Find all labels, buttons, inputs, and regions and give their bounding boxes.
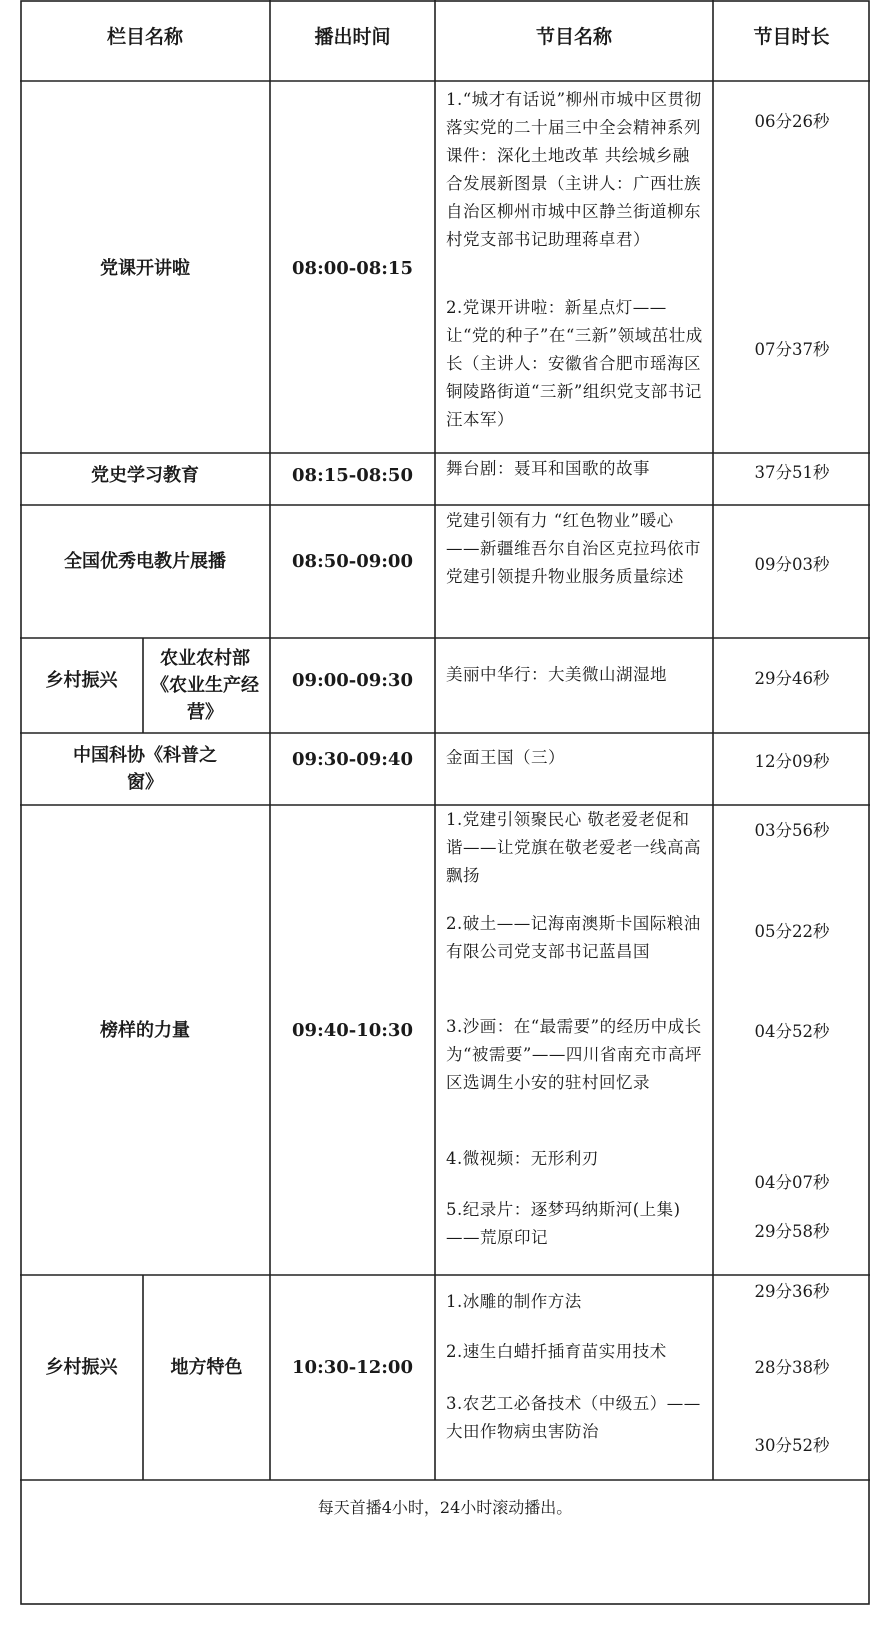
row-6-program-5: 5.纪录片：逐梦玛纳斯河(上集)——荒原印记	[446, 1200, 681, 1247]
row-3-duration-1: 09分03秒	[754, 555, 830, 574]
row-1-time: 08:00-08:15	[292, 257, 413, 279]
row-2-program-1: 舞台剧：聂耳和国歌的故事	[446, 459, 650, 478]
row-1-duration-1: 06分26秒	[754, 112, 830, 131]
row-6-duration-2: 05分22秒	[754, 922, 830, 941]
row-6-column: 榜样的力量	[100, 1019, 190, 1041]
row-4-program-1: 美丽中华行：大美微山湖湿地	[446, 665, 667, 684]
row-7-program-3: 3.农艺工必备技术（中级五）——大田作物病虫害防治	[446, 1394, 701, 1441]
header-column-name: 栏目名称	[106, 26, 183, 48]
row-2-column: 党史学习教育	[91, 464, 199, 486]
row-6-duration-5: 29分58秒	[754, 1222, 830, 1241]
row-6-duration-1: 03分56秒	[754, 821, 830, 840]
header-duration: 节目时长	[753, 26, 830, 48]
row-3-program-1: 党建引领有力 “红色物业”暖心——新疆维吾尔自治区克拉玛依市党建引领提升物业服务质量综述	[446, 511, 701, 586]
row-7-duration-3: 30分52秒	[754, 1436, 830, 1455]
row-4-sub-column: 农业农村部《农业生产经营》	[151, 648, 259, 723]
row-7-duration-2: 28分38秒	[754, 1358, 830, 1377]
row-6-duration-3: 04分52秒	[754, 1022, 830, 1041]
row-4-duration-1: 29分46秒	[754, 669, 830, 688]
row-7-sub-column: 地方特色	[170, 1357, 243, 1378]
row-7-program-2: 2.速生白蜡扦插育苗实用技术	[446, 1342, 667, 1361]
row-5-column: 中国科协《科普之窗》	[73, 745, 217, 793]
row-6-program-1: 1.党建引领聚民心 敬老爱老促和谐——让党旗在敬老爱老一线高高飘扬	[446, 810, 701, 885]
row-2-duration-1: 37分51秒	[754, 463, 830, 482]
row-3-time: 08:50-09:00	[292, 551, 413, 572]
row-3-column: 全国优秀电教片展播	[64, 551, 226, 572]
header-program-name: 节目名称	[535, 26, 612, 48]
row-1-program-1: 1.“城才有话说”柳州市城中区贯彻落实党的二十届三中全会精神系列课件：深化土地改革 共绘城乡融合发展新图景（主讲人：广西壮族自治区柳州市城中区静兰街道柳东村党支部书记助理蒋卓君）	[446, 90, 702, 249]
row-6-duration-4: 04分07秒	[754, 1173, 830, 1192]
row-4-time: 09:00-09:30	[292, 670, 413, 691]
row-6-program-3: 3.沙画：在“最需要”的经历中成长为“被需要”——四川省南充市高坪区选调生小安的驻村回忆录	[446, 1017, 702, 1092]
table-footer-note: 每天首播4小时，24小时滚动播出。	[317, 1497, 573, 1517]
row-1-program-2: 2.党课开讲啦：新星点灯——让“党的种子”在“三新”领域茁壮成长（主讲人：安徽省合肥市瑶海区铜陵路街道“三新”组织党支部书记汪本军）	[446, 298, 703, 429]
row-5-program-1: 金面王国（三）	[446, 748, 565, 767]
row-7-program-1: 1.冰雕的制作方法	[446, 1292, 582, 1311]
row-5-time: 09:30-09:40	[292, 748, 413, 770]
row-7-column: 乡村振兴	[45, 1357, 118, 1378]
row-6-program-4: 4.微视频：无形利刃	[446, 1149, 599, 1168]
schedule-table	[20, 0, 870, 1605]
row-7-time: 10:30-12:00	[292, 1357, 413, 1378]
header-air-time: 播出时间	[314, 26, 391, 48]
row-1-column: 党课开讲啦	[100, 257, 190, 279]
row-5-duration-1: 12分09秒	[754, 752, 830, 771]
row-7-duration-1: 29分36秒	[754, 1282, 830, 1301]
row-2-time: 08:15-08:50	[292, 464, 413, 486]
row-6-time: 09:40-10:30	[292, 1019, 413, 1041]
row-4-column: 乡村振兴	[45, 670, 118, 691]
row-6-program-2: 2.破土——记海南澳斯卡国际粮油有限公司党支部书记蓝昌国	[446, 914, 701, 961]
row-1-duration-2: 07分37秒	[754, 340, 830, 359]
